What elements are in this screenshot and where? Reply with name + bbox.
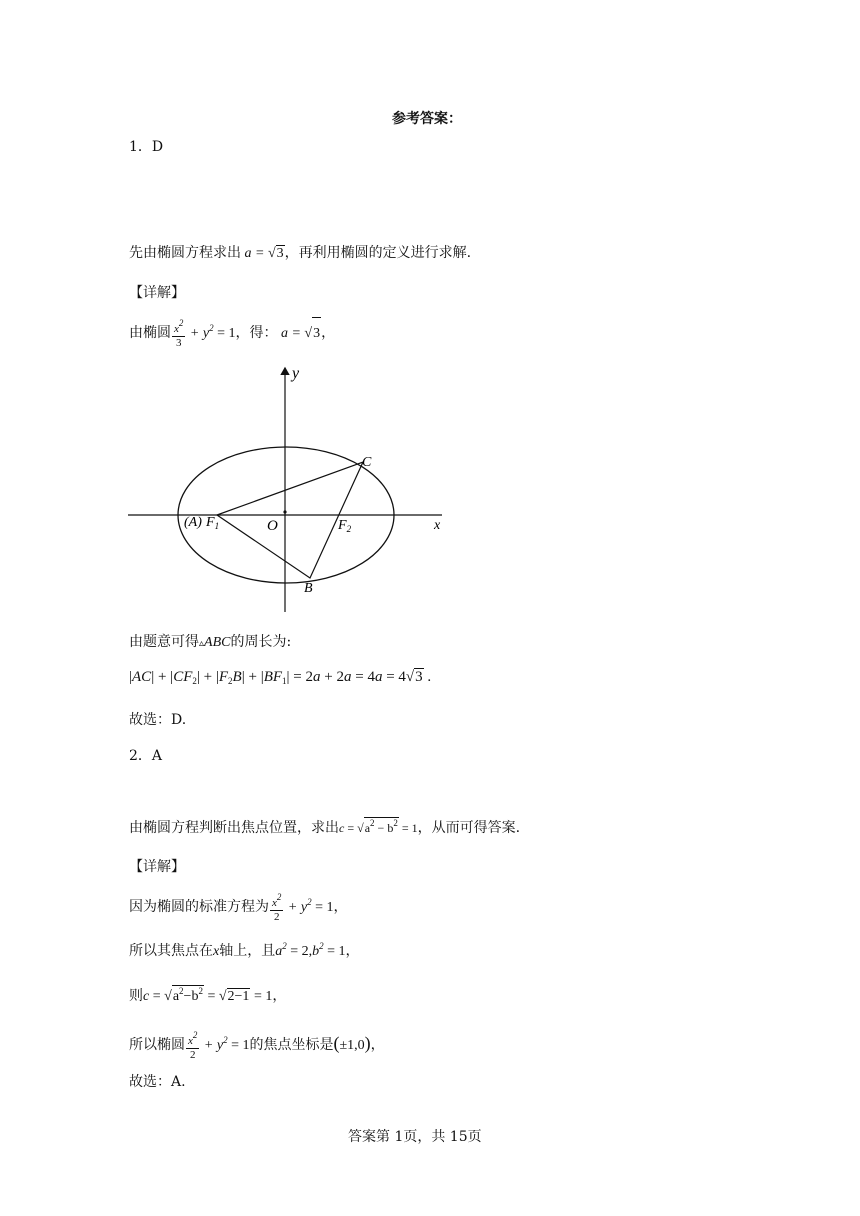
label-f2 [337,518,352,534]
q2-analysis [129,817,520,837]
ellipse-triangle-figure [120,358,460,618]
page-footer: 答案第 1页，共 15页 [348,1129,482,1145]
origin-dot [283,510,286,513]
q1-analysis [129,242,471,262]
triangle-abc-symbol: ▵ABC [199,635,231,650]
q1-step1 [129,312,335,350]
q1-perimeter-text: 由题意可得 [129,634,199,650]
q2-c-calc: $c = √a^2-b^2 = √2-1 = 1$ [143,986,273,1004]
q2-c-formula: $c = √a^2 - b^2 = 1$ [339,818,418,835]
q2-line4-mid: 的焦点坐标是 [249,1037,334,1053]
q2-conclusion: 故选：A. [129,1074,186,1090]
q2-line2 [129,940,360,960]
q2-line3-suffix: ， [272,988,287,1004]
q1-step1-prefix: 由椭圆 [129,325,171,341]
q2-ellipse-equation-2: $\frac{x^2}{2}$ + $y^2 = 1$ [188,1030,250,1061]
label-a: (A) [184,515,202,530]
q1-answer: 1．D [129,139,164,155]
label-f1-sub: 1 [214,521,220,531]
q2-line1-suffix: ， [333,899,348,915]
q2-analysis-suffix: ，从而可得答案. [417,820,521,836]
label-f2-letter: F [338,518,347,533]
q2-ellipse-equation: $\frac{x^2}{2}$ + $y^2 = 1$ [272,892,334,923]
q2-line4-prefix: 所以椭圆 [129,1037,185,1053]
q2-x-var: x [213,944,220,959]
q2-detail-heading: 【详解】 [129,859,185,875]
q2-focus-coords: (±1,0) [333,1033,371,1053]
q1-ellipse-equation: $\frac{x^2}{3}$ + $y^2 = 1$ [174,318,236,349]
label-x: x [434,518,441,533]
q1-perimeter-text2: 的周长为: [230,634,292,650]
q2-answer: 2．A [129,748,163,764]
label-f1-letter: F [206,515,215,530]
label-y: y [292,365,300,382]
q1-analysis-prefix: 先由椭圆方程求出 [129,245,241,261]
label-o: O [267,518,278,534]
label-c: C [362,455,372,470]
q1-perimeter-equation: $|AC| + |CF_2| + |F_2B| + |BF_1| = 2a + 2a = 4a = 4√3$ . [129,669,432,686]
q2-line4 [129,1024,385,1062]
q2-line3 [129,985,286,1005]
page-title: 参考答案： [392,111,462,127]
label-f2-sub: 2 [346,524,352,534]
label-f1 [205,515,219,531]
q2-line1 [129,886,347,924]
q2-line4-suffix: ， [370,1037,385,1053]
q1-a-equals-sqrt3: a = √3 [241,246,284,261]
q1-perimeter-intro [129,631,291,651]
q1-step1-end: ， [321,325,336,341]
label-b: B [304,581,313,596]
q2-ab-values: $a^2 = 2,b^2 = 1$ [275,941,346,959]
q1-detail-heading: 【详解】 [129,285,185,301]
q1-a-value: a = √3 [277,326,321,341]
q1-step1-mid: ，得： [235,325,278,341]
q2-line2-suffix: ， [345,943,360,959]
q2-analysis-prefix: 由椭圆方程判断出焦点位置，求出 [129,820,339,836]
q2-line2-prefix: 所以其焦点在 [129,943,213,959]
q2-line2-mid: 轴上，且 [219,943,276,959]
q1-conclusion: 故选：D. [129,712,187,728]
q2-line1-prefix: 因为椭圆的标准方程为 [129,899,269,915]
q2-line3-prefix: 则 [129,988,143,1004]
q1-analysis-suffix: ，再利用椭圆的定义进行求解. [284,245,472,261]
